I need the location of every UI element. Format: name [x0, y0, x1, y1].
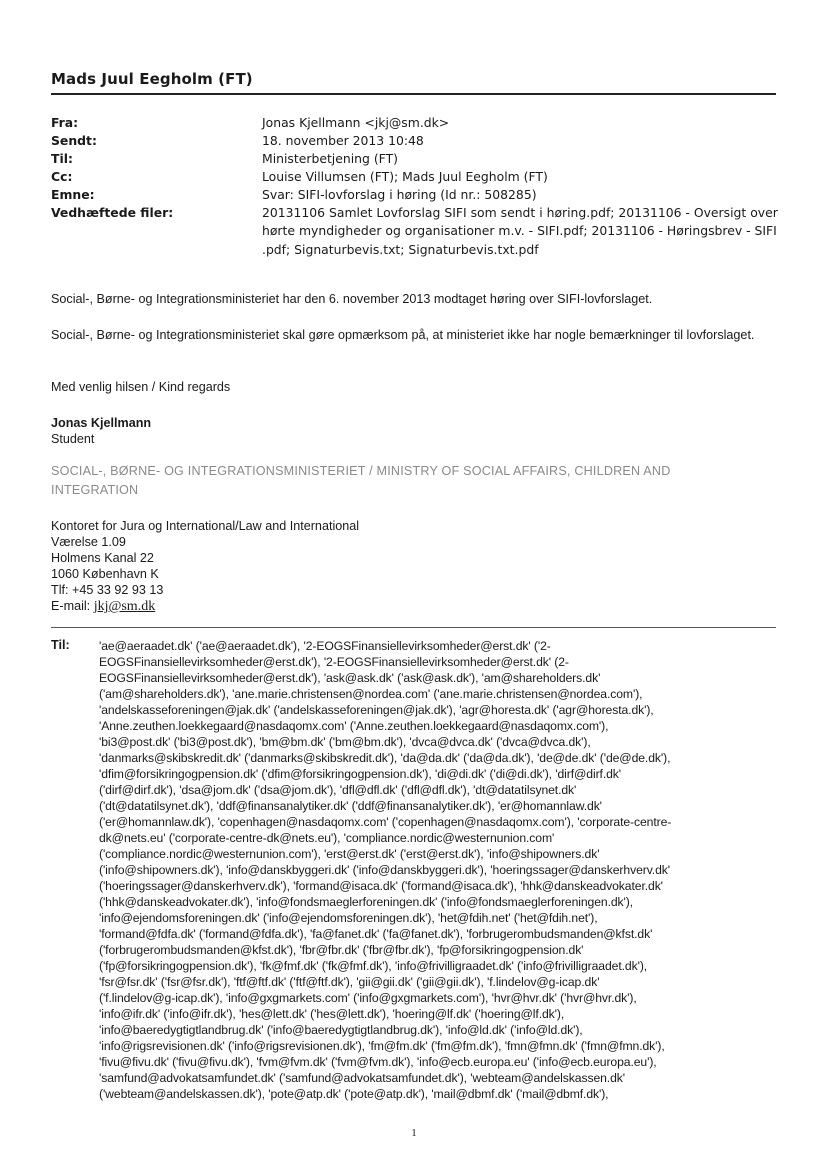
city-line: 1060 København K [51, 567, 159, 581]
attachments-line[interactable]: .pdf; Signaturbevis.txt; Signaturbevis.txt.pdf [262, 241, 539, 257]
room-line: Værelse 1.09 [51, 535, 126, 549]
recipients-line: 'bi3@post.dk' ('bi3@post.dk'), 'bm@bm.dk' ('bm@bm.dk'), 'dvca@dvca.dk' ('dvca@dvca.dk'), [99, 735, 591, 749]
recipients-line: 'dfim@forsikringogpension.dk' ('dfim@forsikringogpension.dk'), 'di@di.dk' ('di@di.dk'), 'dirf@dirf.dk' [99, 767, 621, 781]
recipients-line: EOGSFinansiellevirksomheder@erst.dk'), '2-EOGSFinansiellevirksomheder@erst.dk' (2- [99, 655, 569, 669]
street-line: Holmens Kanal 22 [51, 551, 154, 565]
phone-line: Tlf: +45 33 92 93 13 [51, 583, 164, 597]
recipients-line: 'samfund@advokatsamfundet.dk' ('samfund@advokatsamfundet.dk'), 'webteam@andelskassen.dk' [99, 1071, 625, 1085]
email-link[interactable]: jkj@sm.dk [93, 599, 156, 614]
organization-line: INTEGRATION [51, 483, 139, 497]
recipients-line: ('dirf@dirf.dk'), 'dsa@jom.dk' ('dsa@jom.dk'), 'dfl@dfl.dk' ('dfl@dfl.dk'), 'dt@datatilsynet.dk' [99, 783, 577, 797]
sender-name: Mads Juul Eegholm (FT) [51, 70, 253, 88]
recipients-line: ('f.lindelov@g-icap.dk'), 'info@gxgmarkets.com' ('info@gxgmarkets.com'), 'hvr@hvr.dk' ('hvr@hvr.dk'), [99, 991, 637, 1005]
office-line: Kontoret for Jura og International/Law and International [51, 519, 360, 533]
email-line [51, 598, 551, 615]
recipients-line: ('compliance.nordic@westernunion.com'), 'erst@erst.dk' ('erst@erst.dk'), 'info@shipowners.dk' [99, 847, 600, 861]
recipients-line: ('hhk@danskeadvokater.dk'), 'info@fondsmaeglerforeningen.dk' ('info@fondsmaeglerforeningen.dk'), [99, 895, 634, 909]
attachments-line[interactable]: 20131106 Samlet Lovforslag SIFI som sendt i høring.pdf; 20131106 - Oversigt over [262, 205, 778, 220]
recipients-line: 'info@baeredygtigtlandbrug.dk' ('info@baeredygtigtlandbrug.dk'), 'info@ld.dk' ('info@ld.dk'), [99, 1023, 583, 1037]
closing-text: Med venlig hilsen / Kind regards [51, 380, 231, 394]
recipients-line: 'fsr@fsr.dk' ('fsr@fsr.dk'), 'ftf@ftf.dk' ('ftf@ftf.dk'), 'gii@gii.dk' ('gii@gii.dk'), 'f.lindelov@g-icap.dk' [99, 975, 600, 989]
cc-value: Louise Villumsen (FT); Mads Juul Eegholm (FT) [262, 169, 548, 184]
recipients-line: ('forbrugerombudsmanden@kfst.dk'), 'fbr@fbr.dk' ('fbr@fbr.dk'), 'fp@forsikringogpension.dk' [99, 943, 584, 957]
recipients-list [99, 638, 789, 1102]
from-label: Fra: [51, 115, 79, 130]
sent-label: Sendt: [51, 133, 97, 148]
recipients-line: dk@nets.eu' ('corporate-centre-dk@nets.eu'), 'compliance.nordic@westernunion.com' [99, 831, 555, 845]
page-number: 1 [411, 1127, 417, 1139]
from-value: Jonas Kjellmann <jkj@sm.dk> [262, 115, 450, 130]
organization-name [51, 462, 751, 500]
sent-value: 18. november 2013 10:48 [262, 133, 424, 148]
attachments-label: Vedhæftede filer: [51, 205, 174, 220]
recipients-line: 'andelskasseforeningen@jak.dk' ('andelskasseforeningen@jak.dk'), 'agr@horesta.dk' ('agr@horesta.dk'), [99, 703, 654, 717]
signer-title: Student [51, 432, 95, 446]
to-value: Ministerbetjening (FT) [262, 151, 398, 166]
body-paragraph-1: Social-, Børne- og Integrationsministeriet har den 6. november 2013 modtaget høring over SIFI-lovforslaget. [51, 292, 653, 306]
subject-label: Emne: [51, 187, 95, 202]
recipients-line: ('hoeringssager@danskerhverv.dk'), 'formand@isaca.dk' ('formand@isaca.dk'), 'hhk@danskeadvokater.dk' [99, 879, 663, 893]
recipients-line: ('er@homannlaw.dk'), 'copenhagen@nasdaqomx.com' ('copenhagen@nasdaqomx.com'), 'corporate-centre- [99, 815, 672, 829]
recipients-line: ('info@shipowners.dk'), 'info@danskbyggeri.dk' ('info@danskbyggeri.dk'), 'hoeringssager@danskerhverv.dk' [99, 863, 670, 877]
recipients-line: 'info@rigsrevisionen.dk' ('info@rigsrevisionen.dk'), 'fm@fm.dk' ('fm@fm.dk'), 'fmn@fmn.dk' ('fmn@fmn.dk'), [99, 1039, 665, 1053]
recipients-line: 'Anne.zeuthen.loekkegaard@nasdaqomx.com' ('Anne.zeuthen.loekkegaard@nasdaqomx.com'), [99, 719, 609, 733]
signer-name: Jonas Kjellmann [51, 416, 152, 430]
recipients-line: ('fp@forsikringogpension.dk'), 'fk@fmf.dk' ('fk@fmf.dk'), 'info@frivilligraadet.dk' ('info@frivilligraadet.dk'), [99, 959, 648, 973]
to-label: Til: [51, 151, 73, 166]
header-divider [51, 93, 776, 95]
attachments-value[interactable] [262, 204, 782, 259]
recipients-line: 'danmarks@skibskredit.dk' ('danmarks@skibskredit.dk'), 'da@da.dk' ('da@da.dk'), 'de@de.dk' ('de@de.dk'), [99, 751, 671, 765]
organization-line: SOCIAL-, BØRNE- OG INTEGRATIONSMINISTERIET / MINISTRY OF SOCIAL AFFAIRS, CHILDREN AND [51, 464, 671, 478]
recipients-divider [51, 627, 776, 628]
body-paragraph-2: Social-, Børne- og Integrationsministeriet skal gøre opmærksom på, at ministeriet ikke har nogle bemærkninger til lovforslaget. [51, 328, 755, 342]
recipients-line: EOGSFinansiellevirksomheder@erst.dk'), 'ask@ask.dk' ('ask@ask.dk'), 'am@shareholders.dk' [99, 671, 601, 685]
recipients-line: 'info@ejendomsforeningen.dk' ('info@ejendomsforeningen.dk'), 'het@fdih.net' ('het@fdih.net'), [99, 911, 598, 925]
recipients-line: 'info@ifr.dk' ('info@ifr.dk'), 'hes@lett.dk' ('hes@lett.dk'), 'hoering@lf.dk' ('hoering@lf.dk'), [99, 1007, 565, 1021]
attachments-line[interactable]: hørte myndigheder og organisationer m.v. - SIFI.pdf; 20131106 - Høringsbrev - SIFI [262, 223, 777, 239]
recipients-label: Til: [51, 638, 70, 652]
recipients-line: 'fivu@fivu.dk' ('fivu@fivu.dk'), 'fvm@fvm.dk' ('fvm@fvm.dk'), 'info@ecb.europa.eu' ('info@ecb.europa.eu'), [99, 1055, 657, 1069]
recipients-line: 'ae@aeraadet.dk' ('ae@aeraadet.dk'), '2-EOGSFinansiellevirksomheder@erst.dk' ('2- [99, 639, 551, 653]
cc-label: Cc: [51, 169, 73, 184]
recipients-line: ('am@shareholders.dk'), 'ane.marie.christensen@nordea.com' ('ane.marie.christensen@nordea.com'), [99, 687, 643, 701]
recipients-line: ('dt@datatilsynet.dk'), 'ddf@finansanalytiker.dk' ('ddf@finansanalytiker.dk'), 'er@homannlaw.dk' [99, 799, 602, 813]
address-block [51, 518, 551, 615]
subject-value: Svar: SIFI-lovforslag i høring (Id nr.: 508285) [262, 187, 537, 202]
recipients-line: 'formand@fdfa.dk' ('formand@fdfa.dk'), 'fa@fanet.dk' ('fa@fanet.dk'), 'forbrugerombudsmanden@kfst.dk' [99, 927, 653, 941]
recipients-line: ('webteam@andelskassen.dk'), 'pote@atp.dk' ('pote@atp.dk'), 'mail@dbmf.dk' ('mail@dbmf.dk'), [99, 1087, 609, 1101]
email-label: E-mail: [51, 599, 94, 613]
